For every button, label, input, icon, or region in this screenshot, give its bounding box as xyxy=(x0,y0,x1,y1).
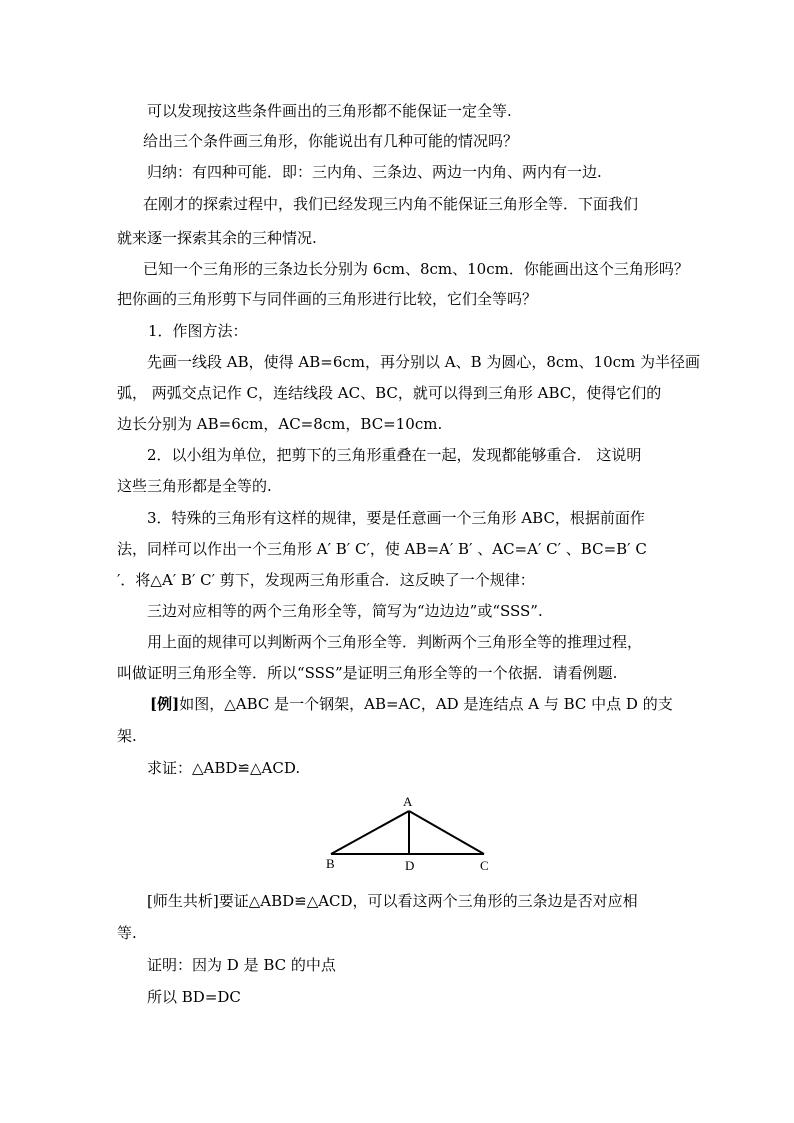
paragraph-line: 用上面的规律可以判断两个三角形全等．判断两个三角形全等的推理过程， xyxy=(147,633,643,651)
paragraph-line: 给出三个条件画三角形，你能说出有几种可能的情况吗？ xyxy=(143,132,519,150)
paragraph-line: 2．以小组为单位，把剪下的三角形重叠在一起，发现都能够重合． 这说明 xyxy=(147,446,642,464)
example-tag: [例] xyxy=(150,695,180,713)
vertex-label-d: D xyxy=(405,858,415,873)
paragraph-line: 弧， 两弧交点记作 C，连结线段 AC、BC，就可以得到三角形 ABC，使得它们的 xyxy=(117,384,662,402)
example-text: 如图，△ABC 是一个钢架，AB=AC，AD 是连结点 A 与 BC 中点 D 的支 xyxy=(179,695,673,713)
analysis-line: [师生共析]要证△ABD≌△ACD，可以看这两个三角形的三条边是否对应相 xyxy=(147,892,638,910)
paragraph-line: 3．特殊的三角形有这样的规律，要是任意画一个三角形 ABC，根据前面作 xyxy=(147,509,645,527)
vertex-label-a: A xyxy=(403,794,413,809)
paragraph-line: 三边对应相等的两个三角形全等，简写为“边边边”或“SSS”. xyxy=(147,602,543,620)
example-line xyxy=(150,694,673,714)
paragraph-line: 边长分别为 AB=6cm，AC=8cm，BC=10cm. xyxy=(117,415,443,433)
example-continuation: 架. xyxy=(117,727,137,745)
paragraph-line: 已知一个三角形的三条边长分别为 6cm、8cm、10cm．你能画出这个三角形吗？ xyxy=(143,260,689,278)
proof-line: 证明：因为 D 是 BC 的中点 xyxy=(147,956,336,974)
side-ac xyxy=(409,811,484,854)
paragraph-line: 这些三角形都是全等的. xyxy=(117,477,272,495)
prove-statement: 求证：△ABD≌△ACD. xyxy=(147,759,301,777)
paragraph-line: 就来逐一探索其余的三种情况. xyxy=(117,229,317,247)
paragraph-line: 在刚才的探索过程中，我们已经发现三内角不能保证三角形全等．下面我们 xyxy=(143,195,639,213)
paragraph-line: 把你画的三角形剪下与同伴画的三角形进行比较，它们全等吗？ xyxy=(117,290,538,308)
paragraph-line: 法，同样可以作出一个三角形 A′ B′ C′，使 AB=A′ B′ 、AC=A′ C′ 、BC=B′ C xyxy=(117,540,647,558)
proof-line: 所以 BD=DC xyxy=(147,988,241,1006)
paragraph-line: 先画一线段 AB，使得 AB=6cm，再分别以 A、B 为圆心，8cm、10cm 为半径画 xyxy=(147,353,701,371)
paragraph-line: 归纳：有四种可能．即：三内角、三条边、两边一内角、两内有一边. xyxy=(147,163,602,181)
paragraph-line: 可以发现按这些条件画出的三角形都不能保证一定全等. xyxy=(147,102,512,120)
vertex-label-c: C xyxy=(480,858,489,873)
paragraph-line: ′．将△A′ B′ C′ 剪下，发现两三角形重合．这反映了一个规律： xyxy=(117,571,535,589)
vertex-label-b: B xyxy=(326,856,335,871)
analysis-line: 等. xyxy=(117,924,137,942)
section-heading: 1．作图方法： xyxy=(148,322,248,340)
side-ab xyxy=(331,811,409,854)
paragraph-line: 叫做证明三角形全等．所以“SSS”是证明三角形全等的一个依据．请看例题. xyxy=(117,664,618,682)
